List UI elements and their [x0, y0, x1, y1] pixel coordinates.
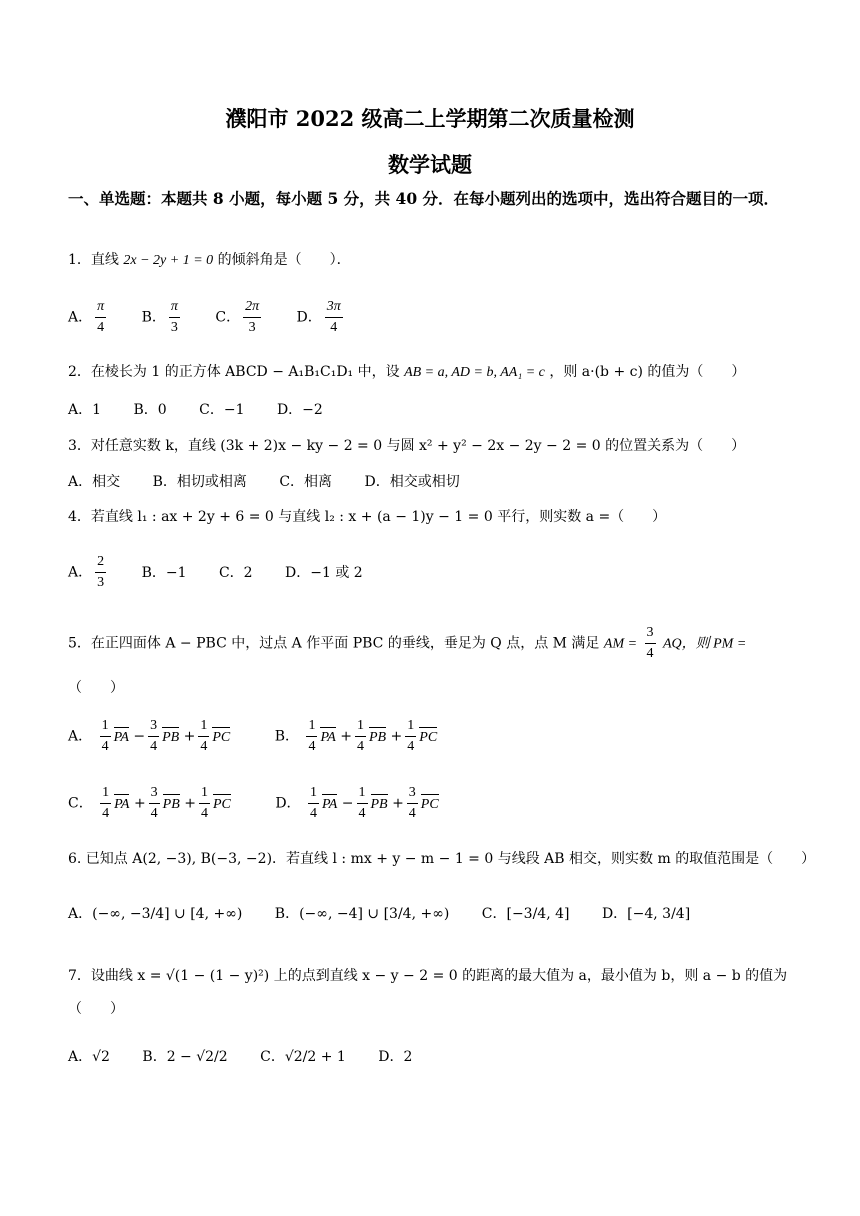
q4-option-a[interactable]: A． $\frac{2}{3}$ — [68, 554, 105, 590]
q1-expression: 2x − 2y + 1 = 0 — [123, 253, 214, 268]
q2-option-b[interactable]: B．0 — [133, 402, 167, 418]
question-3: 3．对任意实数 k，直线 (3k + 2)x − ky − 2 = 0 与圆 x² + y² − 2x − 2y − 2 = 0 的位置关系为（ ） — [68, 438, 746, 454]
q5-stem-pre: 5．在正四面体 A − PBC 中，过点 A 作平面 PBC 的垂线，垂足为 Q 点，点 M 满足 — [68, 635, 600, 652]
q2-tail: ，则 a·(b + c) 的值为（ ） — [549, 364, 746, 380]
question-7: 7．设曲线 x = √(1 − (1 − y)²) 上的点到直线 x − y − 2 = 0 的距离的最大值为 a，最小值为 b，则 a − b 的值为 — [68, 968, 788, 984]
q1-stem-pre: 1．直线 — [68, 252, 119, 268]
q2-vectors: AB = a, AD = b, AA₁ = c — [404, 365, 545, 380]
q5-option-a[interactable]: A． $\frac{1}{4}$ PA − $\frac{3}{4}$ PB + $\frac{1}{4}$ PC — [68, 718, 231, 754]
q7-options — [68, 1047, 808, 1067]
q7-option-c[interactable]: C．√2/2 + 1 — [260, 1049, 346, 1065]
q5-option-b[interactable]: B． $\frac{1}{4}$ PA + $\frac{1}{4}$ PB + $\frac{1}{4}$ PC — [274, 718, 438, 754]
q5-stem-mid: AM = — [603, 636, 638, 652]
question-2 — [68, 362, 798, 383]
q3-option-d[interactable]: D．相交或相切 — [364, 474, 460, 490]
q1-stem-post: 的倾斜角是（ ）． — [217, 252, 351, 268]
exam-subtitle: 数学试题 — [388, 152, 472, 177]
q5-options-row2 — [68, 783, 808, 824]
q6-option-c[interactable]: C．[−3/4, 4] — [481, 906, 570, 922]
q7-option-a[interactable]: A．√2 — [68, 1049, 110, 1065]
q7-option-d[interactable]: D．2 — [378, 1049, 413, 1065]
q1-option-b[interactable]: B． $\frac{\pi}{3}$ — [141, 299, 178, 335]
q5-stem-post: AQ，则 PM = — [662, 636, 747, 652]
question-4: 4．若直线 l₁ : ax + 2y + 6 = 0 与直线 l₂ : x + (a − 1)y − 1 = 0 平行，则实数 a =（ ） — [68, 509, 667, 525]
q6-options — [68, 904, 808, 924]
q1-option-d[interactable]: D． $\frac{3\pi}{4}$ — [296, 299, 341, 335]
q5-option-c[interactable]: C． $\frac{1}{4}$ PA + $\frac{3}{4}$ PB + $\frac{1}{4}$ PC — [68, 785, 231, 821]
q3-options — [68, 472, 808, 492]
q1-option-c[interactable]: C． $\frac{2\pi}{3}$ — [215, 299, 260, 335]
q3-option-c[interactable]: C．相离 — [279, 474, 333, 490]
q4-option-b[interactable]: B．−1 — [141, 564, 187, 581]
q5-paren: （ ） — [68, 680, 124, 696]
q6-option-d[interactable]: D．[−4, 3/4] — [601, 906, 691, 922]
q2-option-d[interactable]: D．−2 — [276, 402, 323, 418]
q3-option-b[interactable]: B．相切或相离 — [152, 474, 247, 490]
q1-option-a[interactable]: A． $\frac{\pi}{4}$ — [68, 299, 105, 335]
question-1 — [68, 250, 798, 271]
q2-option-a[interactable]: A．1 — [68, 402, 102, 418]
q7-paren: （ ） — [68, 1001, 124, 1017]
q6-option-b[interactable]: B．(−∞, −4] ∪ [3/4, +∞) — [274, 906, 450, 922]
question-6: 6. 已知点 A(2, −3), B(−3, −2)．若直线 l : mx + y − m − 1 = 0 与线段 AB 相交，则实数 m 的取值范围是（ ） — [68, 851, 816, 867]
section-heading: 一、单选题：本题共 8 小题，每小题 5 分，共 40 分．在每小题列出的选项中，选出符合题目的一项． — [68, 189, 780, 208]
q3-option-a[interactable]: A．相交 — [68, 474, 121, 490]
q7-option-b[interactable]: B．2 − √2/2 — [142, 1049, 228, 1065]
q1-options — [68, 297, 808, 338]
q4-option-d[interactable]: D．−1 或 2 — [285, 564, 363, 581]
exam-title: 濮阳市 2022 级高二上学期第二次质量检测 — [225, 106, 635, 131]
q4-option-c[interactable]: C．2 — [218, 564, 253, 581]
q5-options-row1 — [68, 716, 808, 757]
q6-option-a[interactable]: A．(−∞, −3/4] ∪ [4, +∞) — [68, 906, 243, 922]
q2-options — [68, 400, 808, 420]
question-5: 5．在正四面体 A − PBC 中，过点 A 作平面 PBC 的垂线，垂足为 Q 点，点 M 满足 AM = $\frac{3}{4}$ AQ，则 PM = — [68, 625, 747, 661]
q2-option-c[interactable]: C．−1 — [199, 402, 245, 418]
q2-stem: 2．在棱长为 1 的正方体 ABCD − A₁B₁C₁D₁ 中，设 — [68, 364, 400, 380]
q5-option-d[interactable]: D． $\frac{1}{4}$ PA − $\frac{1}{4}$ PB + $\frac{3}{4}$ PC — [275, 785, 439, 821]
q4-options — [68, 552, 808, 593]
